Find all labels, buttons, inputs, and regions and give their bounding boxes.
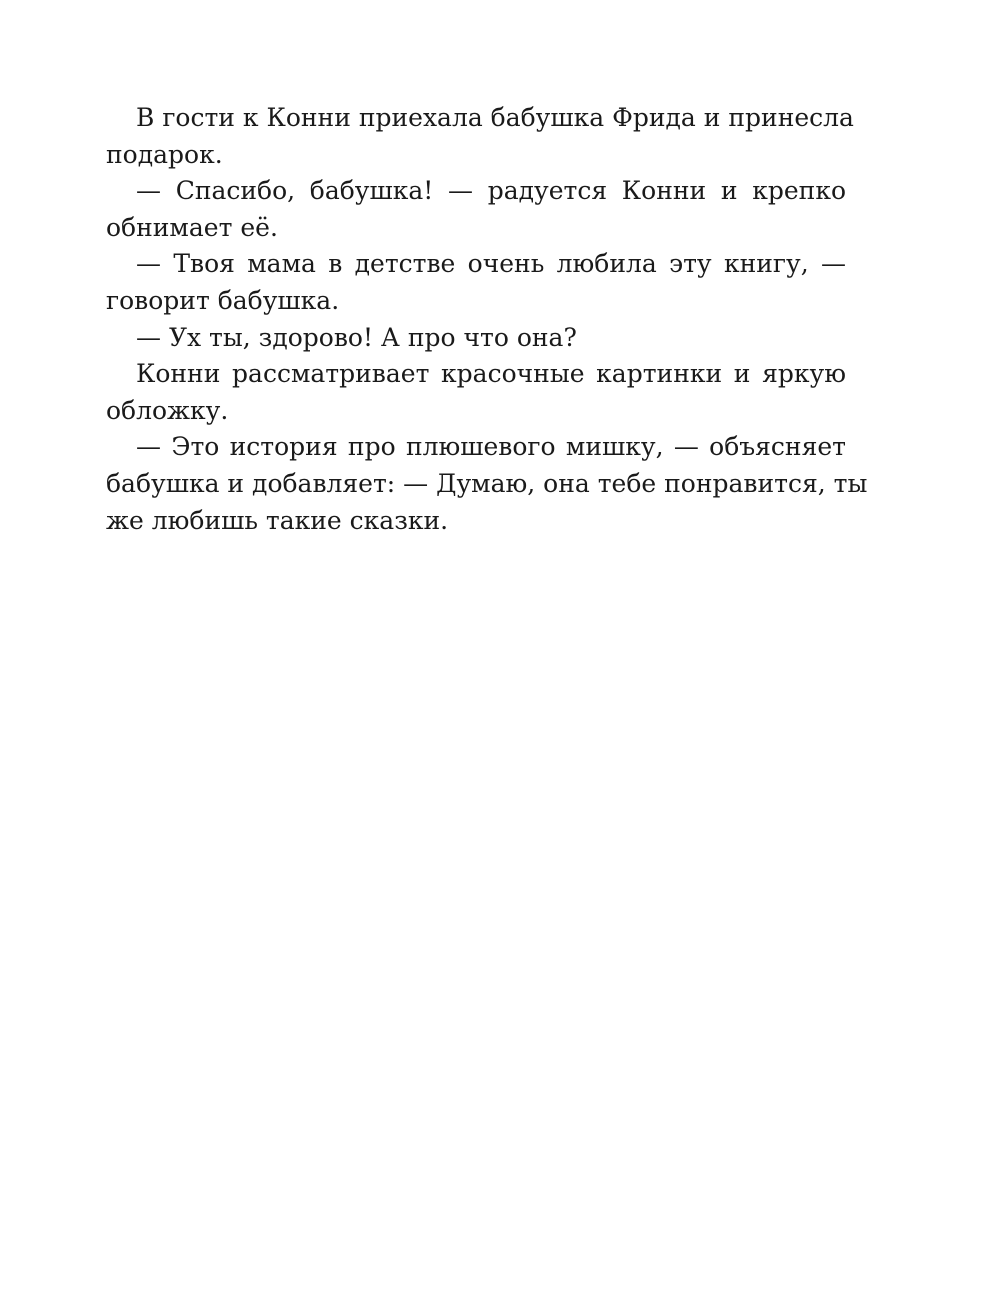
text-line: подарок. bbox=[106, 139, 223, 169]
text-line: В гости к Конни приехала бабушка Фрида и принесла bbox=[136, 103, 854, 132]
text-line: обложку. bbox=[106, 395, 229, 425]
paragraph-6 bbox=[106, 429, 868, 539]
paragraph-5 bbox=[106, 356, 846, 429]
paragraph-4 bbox=[106, 320, 846, 357]
text-line: говорит бабушка. bbox=[106, 285, 340, 315]
text-line: — Спасибо, бабушка! — радуется Конни и крепко bbox=[136, 176, 846, 206]
text-line: — Это история про плюшевого мишку, — объясняет bbox=[136, 432, 846, 462]
paragraph-1 bbox=[106, 100, 854, 173]
story-text bbox=[106, 100, 868, 539]
paragraph-2 bbox=[106, 173, 846, 246]
paragraph-3 bbox=[106, 246, 846, 319]
text-line: обнимает её. bbox=[106, 212, 278, 242]
text-line: бабушка и добавляет: — Думаю, она тебе понравится, ты bbox=[106, 468, 868, 498]
text-line: же любишь такие сказки. bbox=[106, 505, 449, 535]
text-line: — Твоя мама в детстве очень любила эту книгу, — bbox=[136, 249, 846, 279]
text-line: — Ух ты, здорово! А про что она? bbox=[136, 322, 577, 352]
text-line: Конни рассматривает красочные картинки и яркую bbox=[136, 359, 846, 389]
